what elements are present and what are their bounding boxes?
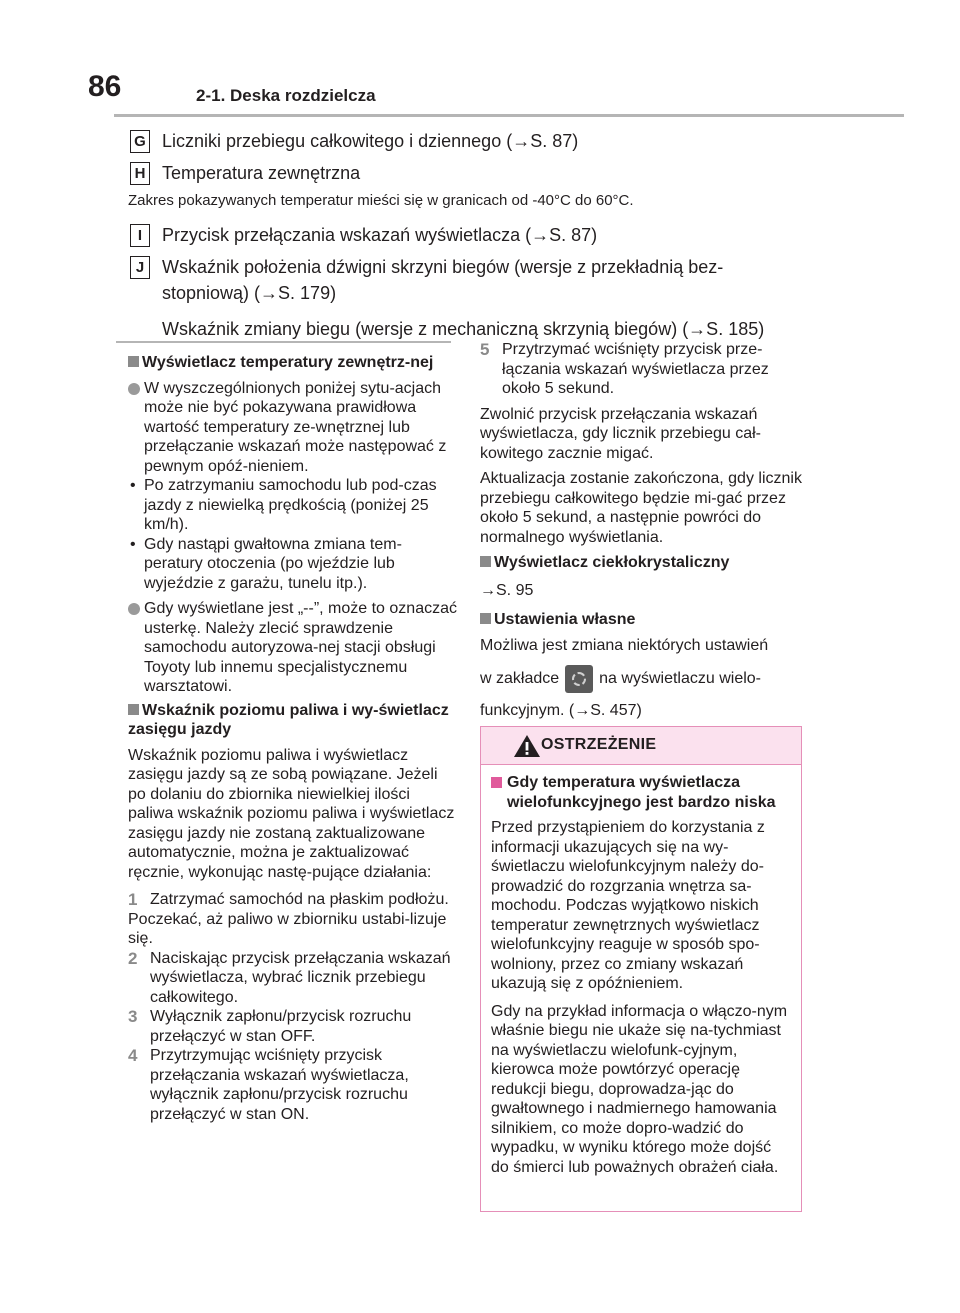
step-4-text: Przytrzymując wciśnięty przycisk przełączania wskazań wyświetlacza, wyłącznik zapłonu/przycisk rozruchu przełączyć w stan ON.	[150, 1047, 409, 1123]
step-5-text: Przytrzymać wciśnięty przycisk prze-łączania wskazań wyświetlacza przez około 5 sekund.	[502, 341, 769, 397]
heading-custom-settings-text: Ustawienia własne	[494, 611, 636, 628]
callout-letter-i: I	[130, 224, 150, 247]
heading-fuel-gauge-text: Wskaźnik poziomu paliwa i wy-świetlacz zasięgu jazdy	[128, 701, 449, 738]
callout-text-i: Przycisk przełączania wskazań wyświetlacza (→S. 87)	[162, 225, 598, 245]
step-1	[128, 890, 458, 910]
callout-item-g	[130, 128, 830, 154]
heading-custom-settings	[480, 610, 810, 630]
custom-paragraph-2-post: na wyświetlaczu wielo-	[599, 670, 761, 688]
step-number-4: 4	[128, 1046, 138, 1065]
warning-paragraph-2: Gdy na przykład informacja o włączo-nym właśnie biegu nie ukaże się na-tychmiast na wyświetlaczu wielofunk-cyjnym, kierowca może powtórzyć operację redukcji biegu, doprowadza-jąc do gwałtownego i nadmiernego hamowania silnikiem, co może dopro-wadzić do wypadku, w wyniku którego może dojść do śmierci lub poważnych obrażeń ciała.	[491, 1002, 788, 1176]
square-bullet-icon	[491, 777, 502, 788]
callout-item-i	[130, 222, 830, 248]
square-bullet-icon	[480, 556, 491, 567]
callout-letter-j: J	[130, 256, 150, 279]
step-5	[480, 340, 810, 399]
warning-title: OSTRZEŻENIE	[541, 736, 657, 753]
shift-indicator-line: Wskaźnik zmiany biegu (wersje z mechaniczną skrzynią biegów) (→S. 185)	[162, 319, 765, 339]
callout-item-j	[130, 254, 830, 306]
callout-text-h: Temperatura zewnętrzna	[162, 163, 361, 183]
bullet-1: • Po zatrzymaniu samochodu lub pod-czas jazdy z niewielką prędkością (poniżej 25 km/h).	[128, 476, 458, 535]
warning-heading	[491, 773, 793, 812]
custom-paragraph-2	[480, 665, 810, 693]
square-bullet-icon	[128, 704, 139, 715]
dot-paragraph-1-text: W wyszczególnionych poniżej sytu-acjach może nie być pokazywana prawidłowa wartość temperatury ze-wnętrznej lub przełączanie wskazań może następować z pewnym opóź-nieniem.	[144, 379, 447, 475]
dot-paragraph-1	[128, 379, 458, 477]
warning-paragraph-1: Przed przystąpieniem do korzystania z informacji ukazujących się na wy-świetlaczu wielofunkcyjnym należy do-prowadzić do rozgrzania wnętrza sa-mochodu. Podczas wyjątkowo niskich temperatur zewnętrznych wyświetlacz wielofunkcyjny reaguje w sposób spo-wolniony, przez co zmiany wskazań ukazują się z opóźnieniem.	[491, 819, 765, 992]
warning-box	[480, 726, 802, 1212]
custom-paragraph-3: funkcyjnym. (→S. 457)	[480, 702, 642, 719]
square-bullet-icon	[480, 613, 491, 624]
heading-outside-temp-text: Wyświetlacz temperatury zewnętrz-nej	[142, 354, 434, 371]
warning-triangle-icon	[513, 734, 541, 758]
square-bullet-icon	[128, 356, 139, 367]
step-2-text: Naciskając przycisk przełączania wskazań wyświetlacza, wybrać licznik przebiegu całkowitego.	[150, 949, 451, 1006]
heading-lcd	[480, 553, 810, 573]
temperature-range-note: Zakres pokazywanych temperatur mieści się w granicach od -40°C do 60°C.	[128, 192, 634, 209]
step-3-text: Wyłącznik zapłonu/przycisk rozruchu przełączyć w stan OFF.	[150, 1008, 412, 1045]
left-column	[128, 353, 458, 1124]
header-divider	[114, 114, 904, 117]
heading-fuel-gauge	[128, 701, 458, 740]
warning-header	[481, 727, 801, 765]
step-number-1: 1	[128, 890, 138, 909]
settings-gear-icon	[565, 665, 593, 693]
warning-heading-text: Gdy temperatura wyświetlacza wielofunkcyjnego jest bardzo niska	[507, 774, 776, 811]
circle-bullet-icon	[128, 383, 140, 395]
callout-list	[130, 128, 830, 342]
step-number-2: 2	[128, 948, 138, 968]
custom-paragraph-2-pre: w zakładce	[480, 670, 560, 688]
step-number-3: 3	[128, 1007, 138, 1026]
update-paragraph: Aktualizacja zostanie zakończona, gdy licznik przebiegu całkowitego będzie mi-gać przez około 5 sekund, a następnie powróci do normalnego wyświetlania.	[480, 470, 802, 546]
warning-body	[481, 765, 801, 1177]
fuel-paragraph: Wskaźnik poziomu paliwa i wyświetlacz zasięgu jazdy są ze sobą powiązane. Jeżeli po dolaniu do zbiornika niewielkiej ilości paliwa wskaźnik poziomu paliwa i wyświetlacz zasięgu jazdy nie zostaną zaktualizowane automatycznie, można je zaktualizować ręcznie, wykonując nastę-pujące działania:	[128, 746, 455, 881]
page-number: 86	[88, 70, 122, 103]
circle-bullet-icon	[128, 603, 140, 615]
bullet-2: • Gdy nastąpi gwałtowna zmiana tem-peratury otoczenia (po wjeździe lub wyjeździe z garażu, tunelu itp.).	[128, 535, 458, 594]
callout-letter-g: G	[130, 130, 150, 153]
step-1-text: Zatrzymać samochód na płaskim podłożu.	[150, 891, 449, 908]
callout-letter-h: H	[130, 162, 150, 185]
lcd-reference: →S. 95	[480, 581, 534, 599]
dot-paragraph-2-text: Gdy wyświetlane jest „--”, może to oznaczać usterkę. Należy zlecić sprawdzenie samochodu autoryzowa-nej stacji obsługi Toyoty lub innemu specjalistycznemu warsztatowi.	[144, 600, 457, 695]
section-divider	[116, 341, 451, 343]
callout-text-g: Liczniki przebiegu całkowitego i dziennego (→S. 87)	[162, 131, 579, 151]
heading-outside-temp	[128, 353, 458, 373]
heading-lcd-text: Wyświetlacz ciekłokrystaliczny	[494, 554, 730, 571]
step-4	[128, 1046, 458, 1124]
callout-text-j-2: stopniową) (→S. 179)	[162, 283, 337, 303]
right-column	[480, 340, 810, 727]
section-title: 2-1. Deska rozdzielcza	[196, 86, 376, 105]
step-number-5: 5	[480, 340, 490, 359]
callout-text-j: Wskaźnik położenia dźwigni skrzyni biegów (wersje z przekładnią bez-	[162, 257, 724, 277]
custom-paragraph-1: Możliwa jest zmiana niektórych ustawień	[480, 636, 769, 654]
step-2	[128, 949, 458, 1008]
callout-item-h	[130, 160, 830, 186]
step-1-after: Poczekać, aż paliwo w zbiorniku ustabi-lizuje się.	[128, 910, 447, 947]
step-3	[128, 1007, 458, 1046]
dot-paragraph-2	[128, 599, 458, 697]
release-paragraph: Zwolnić przycisk przełączania wskazań wyświetlacza, gdy licznik przebiegu cał-kowitego zacznie migać.	[480, 405, 761, 462]
